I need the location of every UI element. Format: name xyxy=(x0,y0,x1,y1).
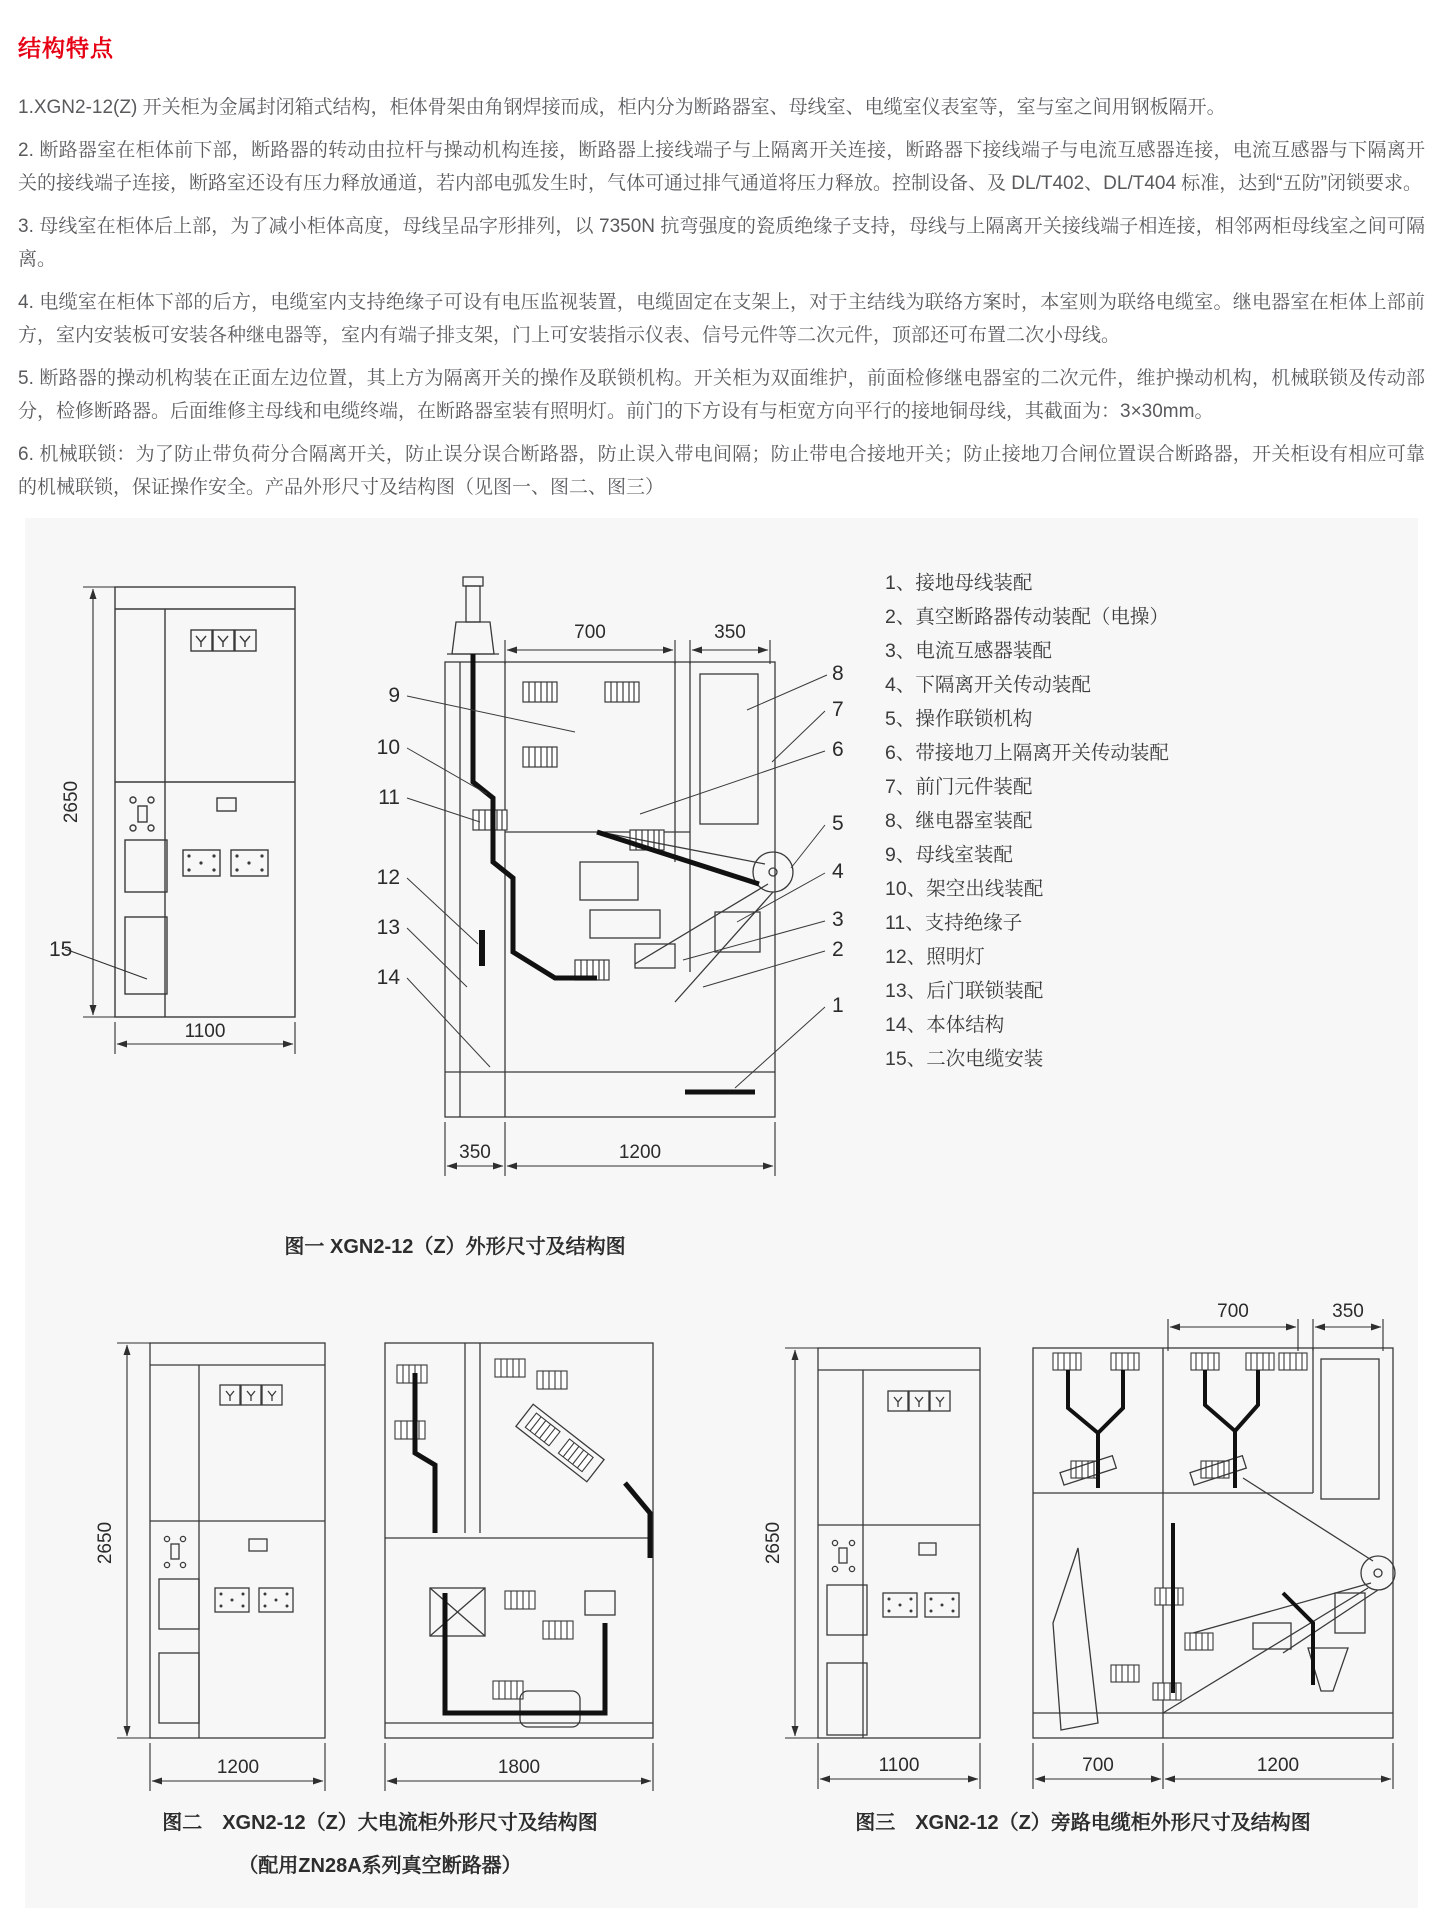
paragraph-1: 1.XGN2-12(Z) 开关柜为金属封闭箱式结构，柜体骨架由角钢焊接而成，柜内分为断路器室、母线室、电缆室仪表室等，室与室之间用钢板隔开。 xyxy=(18,97,1226,118)
dim-label-section-width: 1800 xyxy=(497,1757,541,1778)
cabinet-front-view xyxy=(150,1343,325,1738)
figure1-front-dimensions xyxy=(65,587,295,1054)
dim-label-bottom-700: 700 xyxy=(1082,1755,1114,1776)
legend-item: 6、带接地刀上隔离开关传动装配 xyxy=(885,742,1169,764)
figure2-caption: 图二 XGN2-12（Z）大电流柜外形尺寸及结构图 xyxy=(162,1812,598,1834)
callout-number-11: 11 xyxy=(378,786,400,809)
page-title: 结构特点 xyxy=(18,35,114,61)
dim-label-height: 2650 xyxy=(763,1521,784,1565)
cabinet-section-view xyxy=(445,577,793,1117)
figures-2-3-row xyxy=(35,1293,1408,1878)
paragraph-3: 3. 母线室在柜体后上部，为了减小柜体高度，母线呈品字形排列，以 7350N 抗弯强度的瓷质绝缘子支持，母线与上隔离开关接线端子相连接，相邻两柜母线室之间可隔离。 xyxy=(18,216,1425,270)
dim-label-top-350: 350 xyxy=(714,622,746,643)
dim-label-height: 2650 xyxy=(95,1521,116,1565)
legend-item: 8、继电器室装配 xyxy=(885,810,1033,832)
figure3-block xyxy=(723,1293,1443,1878)
legend-item: 14、本体结构 xyxy=(885,1014,1005,1036)
cabinet-front-view xyxy=(818,1348,980,1738)
callout-number-12: 12 xyxy=(376,866,400,889)
legend-item: 15、二次电缆安装 xyxy=(885,1048,1044,1070)
figure2-subcaption: （配用ZN28A系列真空断路器） xyxy=(238,1855,522,1877)
legend-item: 7、前门元件装配 xyxy=(885,776,1033,798)
legend-item: 12、照明灯 xyxy=(885,946,985,968)
callout-number-15: 15 xyxy=(49,938,73,961)
dim-label-front-width: 1100 xyxy=(184,1021,226,1042)
dim-label-front-width: 1200 xyxy=(216,1757,260,1778)
legend-item: 9、母线室装配 xyxy=(885,844,1013,866)
callout-number-13: 13 xyxy=(376,916,400,939)
callout-number-10: 10 xyxy=(376,736,400,759)
paragraph-6: 6. 机械联锁：为了防止带负荷分合隔离开关，防止误分误合断路器，防止误入带电间隔；防止带电合接地开关；防止接地刀合闸位置误合断路器，开关柜设有相应可靠的机械联锁，保证操作安全。产品外形尺寸及结构图（见图一、图二、图三） xyxy=(18,444,1425,498)
figure1-section-dimensions xyxy=(445,640,775,1176)
callout-number-9: 9 xyxy=(388,684,400,707)
callout-number-2: 2 xyxy=(832,938,844,961)
callout-number-6: 6 xyxy=(832,738,844,761)
figure1-row xyxy=(35,532,1408,1259)
legend-item: 2、真空断路器传动装配（电操） xyxy=(885,606,1169,628)
figure1-caption: 图一 XGN2-12（Z）外形尺寸及结构图 xyxy=(284,1236,626,1258)
figure1-drawing-area xyxy=(35,532,875,1259)
figure2-drawing xyxy=(65,1293,695,1798)
cabinet-front-view xyxy=(115,587,295,1017)
features-text-section xyxy=(18,91,1425,504)
dim-label-bottom-1200: 1200 xyxy=(618,1142,662,1163)
dim-label-top-700: 700 xyxy=(574,622,606,643)
figure3-caption: 图三 XGN2-12（Z）旁路电缆柜外形尺寸及结构图 xyxy=(855,1812,1311,1834)
callout-leaders xyxy=(407,675,827,1088)
legend-item: 3、电流互感器装配 xyxy=(885,640,1052,662)
legend-item: 13、后门联锁装配 xyxy=(885,980,1044,1002)
diagram-panel xyxy=(25,518,1418,1908)
paragraph-5: 5. 断路器的操动机构装在正面左边位置，其上方为隔离开关的操作及联锁机构。开关柜为双面维护，前面检修继电器室的二次元件，维护操动机构，机械联锁及传动部分，检修断路器。后面维修主母线和电缆终端，在断路器室装有照明灯。前门的下方设有与柜宽方向平行的接地铜母线，其截面为：3×30mm。 xyxy=(18,368,1425,422)
legend-item: 1、接地母线装配 xyxy=(885,572,1033,594)
callout-number-4: 4 xyxy=(832,860,844,883)
callout-number-14: 14 xyxy=(376,966,400,989)
dim-label-front-width: 1100 xyxy=(878,1755,920,1776)
callout-number-8: 8 xyxy=(832,662,844,685)
figure3-dimensions xyxy=(785,1319,1393,1789)
legend-item: 5、操作联锁机构 xyxy=(885,708,1033,730)
figure3-drawing xyxy=(723,1293,1443,1798)
cabinet-section-view xyxy=(385,1343,653,1738)
callout-number-1: 1 xyxy=(832,994,844,1017)
callout-number-7: 7 xyxy=(832,698,844,721)
callout-number-3: 3 xyxy=(832,908,844,931)
figure2-block xyxy=(65,1293,695,1878)
callout-number-5: 5 xyxy=(832,812,844,835)
paragraph-4: 4. 电缆室在柜体下部的后方，电缆室内支持绝缘子可设有电压监视装置，电缆固定在支架上，对于主结线为联络方案时，本室则为联络电缆室。继电器室在柜体上部前方，室内安装板可安装各种继电器等，室内有端子排支架，门上可安装指示仪表、信号元件等二次元件，顶部还可布置二次小母线。 xyxy=(18,292,1425,346)
dim-label-bottom-350: 350 xyxy=(459,1142,491,1163)
dim-label-top-350: 350 xyxy=(1332,1301,1364,1322)
dim-label-height: 2650 xyxy=(61,780,82,824)
dim-label-bottom-1200: 1200 xyxy=(1256,1755,1300,1776)
cabinet-section-view xyxy=(1033,1348,1395,1738)
figure1-legend xyxy=(885,566,1169,1076)
figure1-drawing xyxy=(35,532,875,1222)
paragraph-2: 2. 断路器室在柜体前下部，断路器的转动由拉杆与操动机构连接，断路器上接线端子与上隔离开关连接，断路器下接线端子与电流互感器连接，电流互感器与下隔离开关的接线端子连接，断路室还设有压力释放通道，若内部电弧发生时，气体可通过排气通道将压力释放。控制设备、及 DL/T402、DL/T404 标准，达到“五防”闭锁要求。 xyxy=(18,140,1425,194)
dim-label-top-700: 700 xyxy=(1217,1301,1249,1322)
legend-item: 10、架空出线装配 xyxy=(885,878,1044,900)
legend-item: 11、支持绝缘子 xyxy=(885,912,1023,934)
legend-item: 4、下隔离开关传动装配 xyxy=(885,674,1091,696)
